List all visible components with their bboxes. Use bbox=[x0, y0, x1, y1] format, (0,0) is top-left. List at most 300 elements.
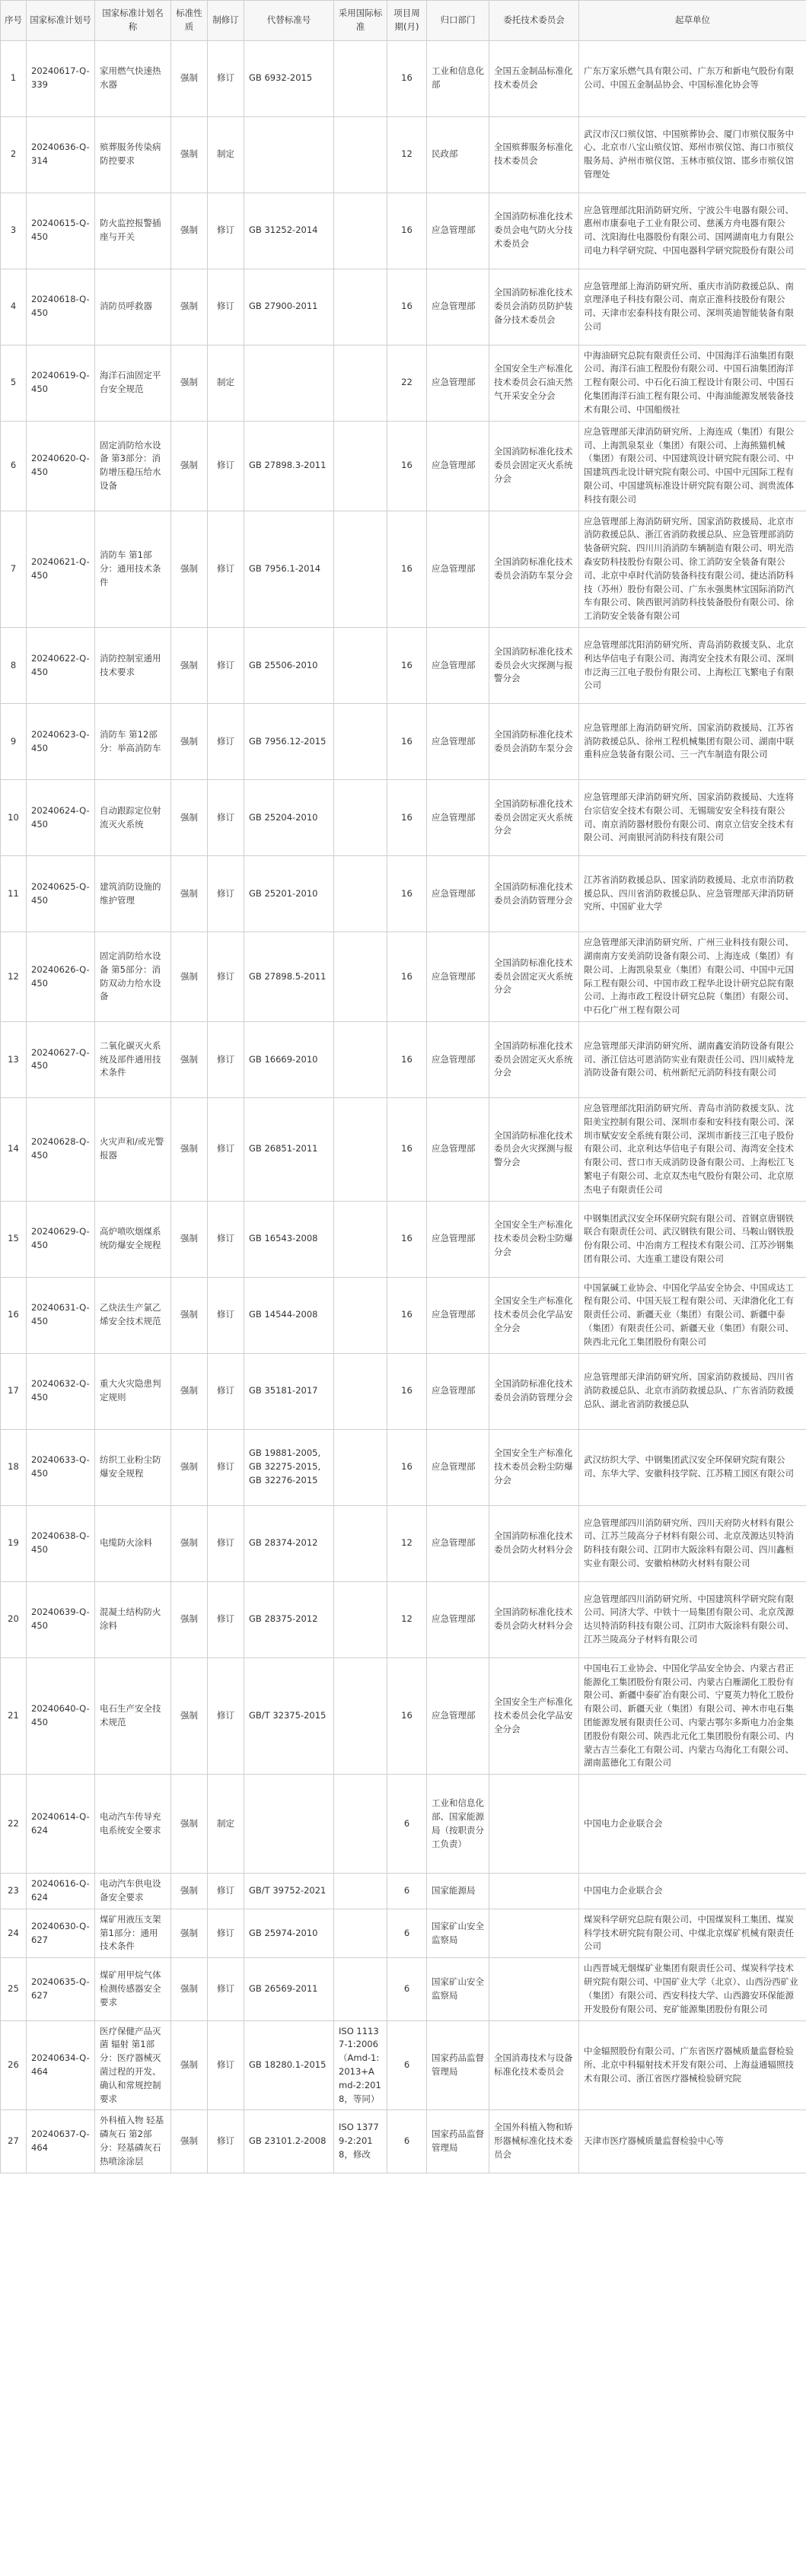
plan-name-cell: 家用燃气快速热水器 bbox=[95, 40, 171, 116]
authority-cell: 应急管理部 bbox=[427, 1505, 489, 1581]
plan-number-cell: 20240616-Q-624 bbox=[27, 1874, 95, 1909]
revision-type-cell: 修订 bbox=[208, 1353, 244, 1429]
intl-standard-cell bbox=[334, 421, 387, 511]
drafters-cell: 煤炭科学研究总院有限公司、中国煤炭科工集团、煤炭科学技术研究院有限公司、中煤北京煤矿机械有限责任公司 bbox=[579, 1909, 806, 1957]
plan-name-cell: 二氧化碳灭火系统及部件通用技术条件 bbox=[95, 1021, 171, 1097]
period-cell: 16 bbox=[387, 1201, 427, 1277]
authority-cell: 应急管理部 bbox=[427, 269, 489, 345]
revision-type-cell: 制定 bbox=[208, 116, 244, 193]
plan-number-cell: 20240619-Q-450 bbox=[27, 345, 95, 421]
replaced-standard-cell: GB 6932-2015 bbox=[244, 40, 334, 116]
nature-cell: 强制 bbox=[171, 40, 208, 116]
committee-cell: 全国安全生产标准化技术委员会化学品安全分会 bbox=[489, 1277, 579, 1353]
drafters-cell: 中金辐照股份有限公司、广东省医疗器械质量监督检验所、北京中科辐射技术开发有限公司、上海益通辐照技术有限公司、浙江省医疗器械检验研究院 bbox=[579, 2020, 806, 2110]
plan-number-cell: 20240637-Q-464 bbox=[27, 2110, 95, 2173]
plan-name-cell: 消防车 第1部分：通用技术条件 bbox=[95, 511, 171, 628]
table-row bbox=[1, 1958, 806, 2020]
replaced-standard-cell: GB 25204-2010 bbox=[244, 780, 334, 856]
intl-standard-cell bbox=[334, 1429, 387, 1505]
replaced-standard-cell: GB 27898.5-2011 bbox=[244, 932, 334, 1022]
seq-cell: 14 bbox=[1, 1097, 27, 1201]
plan-name-cell: 建筑消防设施的维护管理 bbox=[95, 856, 171, 932]
period-cell: 16 bbox=[387, 1277, 427, 1353]
committee-cell: 全国安全生产标准化技术委员会化学品安全分会 bbox=[489, 1657, 579, 1775]
revision-type-cell: 修订 bbox=[208, 2110, 244, 2173]
drafters-cell: 应急管理部上海消防研究所、国家消防救援局、北京市消防救援总队、浙江省消防救援总队、应急管理部消防装备研究院、四川川消消防车辆制造有限公司、明光浩森安防科技股份有限公司、徐工消防安全装备有限公司、北京中卓时代消防装备科技有限公司、捷达消防科技（苏州）股份有限公司、广东永强奥林宝国际消防汽车有限公司、陕西银河消防科技装备股份有限公司、徐工消防安全装备有限公司 bbox=[579, 511, 806, 628]
plan-name-cell: 殡葬服务传染病防控要求 bbox=[95, 116, 171, 193]
replaced-standard-cell: GB 28375-2012 bbox=[244, 1581, 334, 1657]
intl-standard-cell bbox=[334, 1277, 387, 1353]
table-row bbox=[1, 421, 806, 511]
period-cell: 16 bbox=[387, 1657, 427, 1775]
replaced-standard-cell: GB 14544-2008 bbox=[244, 1277, 334, 1353]
drafters-cell: 广东万家乐燃气具有限公司、广东万和新电气股份有限公司、中国五金制品协会、中国标准化协会等 bbox=[579, 40, 806, 116]
intl-standard-cell bbox=[334, 116, 387, 193]
plan-number-cell: 20240635-Q-627 bbox=[27, 1958, 95, 2020]
table-row bbox=[1, 2110, 806, 2173]
nature-cell: 强制 bbox=[171, 421, 208, 511]
drafters-cell: 武汉市汉口殡仪馆、中国殡葬协会、厦门市殡仪服务中心、北京市八宝山殡仪馆、郑州市殡仪馆、海口市殡仪服务局、泸州市殡仪馆、玉林市殡仪馆、邯乡市殡仪馆管理处 bbox=[579, 116, 806, 193]
nature-cell: 强制 bbox=[171, 1775, 208, 1874]
plan-name-cell: 固定消防给水设备 第5部分：消防双动力给水设备 bbox=[95, 932, 171, 1022]
intl-standard-cell bbox=[334, 780, 387, 856]
period-cell: 16 bbox=[387, 269, 427, 345]
period-cell: 16 bbox=[387, 932, 427, 1022]
plan-name-cell: 消防控制室通用技术要求 bbox=[95, 628, 171, 704]
plan-number-cell: 20240617-Q-339 bbox=[27, 40, 95, 116]
seq-cell: 23 bbox=[1, 1874, 27, 1909]
intl-standard-cell bbox=[334, 1958, 387, 2020]
replaced-standard-cell: GB/T 32375-2015 bbox=[244, 1657, 334, 1775]
drafters-cell: 中国电力企业联合会 bbox=[579, 1874, 806, 1909]
period-cell: 16 bbox=[387, 1353, 427, 1429]
revision-type-cell: 修订 bbox=[208, 2020, 244, 2110]
table-row bbox=[1, 269, 806, 345]
seq-cell: 10 bbox=[1, 780, 27, 856]
replaced-standard-cell: GB 25506-2010 bbox=[244, 628, 334, 704]
committee-cell: 全国消防标准化技术委员会消防员防护装备分技术委员会 bbox=[489, 269, 579, 345]
table-row bbox=[1, 780, 806, 856]
intl-standard-cell bbox=[334, 1097, 387, 1201]
committee-cell: 全国安全生产标准化技术委员会石油天然气开采安全分会 bbox=[489, 345, 579, 421]
committee-cell: 全国消防标准化技术委员会固定灭火系统分会 bbox=[489, 932, 579, 1022]
plan-number-cell: 20240638-Q-450 bbox=[27, 1505, 95, 1581]
authority-cell: 应急管理部 bbox=[427, 421, 489, 511]
intl-standard-cell bbox=[334, 932, 387, 1022]
intl-standard-cell bbox=[334, 1775, 387, 1874]
nature-cell: 强制 bbox=[171, 1874, 208, 1909]
revision-type-cell: 修订 bbox=[208, 193, 244, 269]
nature-cell: 强制 bbox=[171, 2110, 208, 2173]
intl-standard-cell bbox=[334, 1909, 387, 1957]
drafters-cell: 应急管理部四川消防研究所、四川天府防火材料有限公司、江苏兰陵高分子材料有限公司、北京茂源达贝特消防科技有限公司、江阴市大阪涂料有限公司、四川鑫桓实业有限公司、安徽柏林防火材料有限公司 bbox=[579, 1505, 806, 1581]
authority-cell: 工业和信息化部、国家能源局（按职责分工负责） bbox=[427, 1775, 489, 1874]
revision-type-cell: 修订 bbox=[208, 1021, 244, 1097]
intl-standard-cell bbox=[334, 1353, 387, 1429]
period-cell: 16 bbox=[387, 511, 427, 628]
column-header: 起草单位 bbox=[579, 1, 806, 41]
period-cell: 16 bbox=[387, 856, 427, 932]
plan-name-cell: 混凝土结构防火涂料 bbox=[95, 1581, 171, 1657]
nature-cell: 强制 bbox=[171, 1657, 208, 1775]
revision-type-cell: 修订 bbox=[208, 932, 244, 1022]
seq-cell: 7 bbox=[1, 511, 27, 628]
period-cell: 6 bbox=[387, 1958, 427, 2020]
replaced-standard-cell: GB 7956.12-2015 bbox=[244, 704, 334, 780]
nature-cell: 强制 bbox=[171, 1958, 208, 2020]
replaced-standard-cell: GB 27900-2011 bbox=[244, 269, 334, 345]
drafters-cell: 天津市医疗器械质量监督检验中心等 bbox=[579, 2110, 806, 2173]
replaced-standard-cell: GB 26569-2011 bbox=[244, 1958, 334, 2020]
plan-number-cell: 20240626-Q-450 bbox=[27, 932, 95, 1022]
replaced-standard-cell: GB 16543-2008 bbox=[244, 1201, 334, 1277]
plan-number-cell: 20240622-Q-450 bbox=[27, 628, 95, 704]
intl-standard-cell bbox=[334, 856, 387, 932]
committee-cell bbox=[489, 1874, 579, 1909]
drafters-cell: 应急管理部天津消防研究所、国家消防救援局、大连将台宗信安全技术有限公司、无锡瑞安安全科技有限公司、南京消防器材股份有限公司、南京立信安全技术有限公司、河南银河消防科技有限公司 bbox=[579, 780, 806, 856]
seq-cell: 4 bbox=[1, 269, 27, 345]
period-cell: 16 bbox=[387, 704, 427, 780]
seq-cell: 22 bbox=[1, 1775, 27, 1874]
plan-number-cell: 20240639-Q-450 bbox=[27, 1581, 95, 1657]
revision-type-cell: 修订 bbox=[208, 1429, 244, 1505]
plan-name-cell: 纺织工业粉尘防爆安全规程 bbox=[95, 1429, 171, 1505]
drafters-cell: 中海油研究总院有限责任公司、中国海洋石油集团有限公司、海洋石油工程股份有限公司、中国石油集团海洋工程有限公司、中石化石油工程设计有限公司、中国石化集团海洋石油工程有限公司、中海油能源发展装备技术有限公司、中国船级社 bbox=[579, 345, 806, 421]
authority-cell: 应急管理部 bbox=[427, 1201, 489, 1277]
committee-cell: 全国消防标准化技术委员会防火材料分会 bbox=[489, 1505, 579, 1581]
intl-standard-cell bbox=[334, 704, 387, 780]
seq-cell: 9 bbox=[1, 704, 27, 780]
nature-cell: 强制 bbox=[171, 2020, 208, 2110]
drafters-cell: 应急管理部天津消防研究所、上海连成（集团）有限公司、上海凯泉泵业（集团）有限公司、上海熊猫机械（集团）有限公司、中国建筑设计研究院有限公司、中国建筑西北设计研究院有限公司、中国中元国际工程有限公司、中国建筑标准设计研究院有限公司、润贵流体科技有限公司 bbox=[579, 421, 806, 511]
intl-standard-cell bbox=[334, 1021, 387, 1097]
revision-type-cell: 修订 bbox=[208, 269, 244, 345]
nature-cell: 强制 bbox=[171, 856, 208, 932]
revision-type-cell: 修订 bbox=[208, 1958, 244, 2020]
seq-cell: 27 bbox=[1, 2110, 27, 2173]
authority-cell: 国家药品监督管理局 bbox=[427, 2020, 489, 2110]
plan-number-cell: 20240630-Q-627 bbox=[27, 1909, 95, 1957]
revision-type-cell: 修订 bbox=[208, 1581, 244, 1657]
drafters-cell: 中国电石工业协会、中国化学品安全协会、内蒙古君正能源化工集团股份有限公司、内蒙古白雁湖化工股份有限公司、新疆中泰矿冶有限公司、宁夏英力特化工股份有限公司、新疆天业（集团）有限公司、神木市电石集团能源发展有限责任公司、内蒙古鄂尔多斯电力冶金集团股份有限公司、陕西北元化工集团股份有限公司、内蒙古吉兰泰化工有限公司、内蒙古乌海化工有限公司、湖南蓝德化工有限公司 bbox=[579, 1657, 806, 1775]
plan-number-cell: 20240621-Q-450 bbox=[27, 511, 95, 628]
authority-cell: 应急管理部 bbox=[427, 1097, 489, 1201]
plan-name-cell: 固定消防给水设备 第3部分：消防增压稳压给水设备 bbox=[95, 421, 171, 511]
table-row bbox=[1, 1201, 806, 1277]
replaced-standard-cell: GB 18280.1-2015 bbox=[244, 2020, 334, 2110]
plan-name-cell: 乙炔法生产氯乙烯安全技术规范 bbox=[95, 1277, 171, 1353]
period-cell: 6 bbox=[387, 2020, 427, 2110]
seq-cell: 13 bbox=[1, 1021, 27, 1097]
period-cell: 16 bbox=[387, 1097, 427, 1201]
revision-type-cell: 修订 bbox=[208, 780, 244, 856]
committee-cell: 全国消防标准化技术委员会消防管理分会 bbox=[489, 856, 579, 932]
seq-cell: 15 bbox=[1, 1201, 27, 1277]
period-cell: 6 bbox=[387, 2110, 427, 2173]
revision-type-cell: 修订 bbox=[208, 1874, 244, 1909]
plan-name-cell: 煤矿用液压支架 第1部分：通用技术条件 bbox=[95, 1909, 171, 1957]
authority-cell: 国家能源局 bbox=[427, 1874, 489, 1909]
authority-cell: 应急管理部 bbox=[427, 1277, 489, 1353]
plan-number-cell: 20240631-Q-450 bbox=[27, 1277, 95, 1353]
replaced-standard-cell: GB 26851-2011 bbox=[244, 1097, 334, 1201]
authority-cell: 应急管理部 bbox=[427, 1581, 489, 1657]
seq-cell: 16 bbox=[1, 1277, 27, 1353]
period-cell: 6 bbox=[387, 1909, 427, 1957]
table-row bbox=[1, 856, 806, 932]
seq-cell: 17 bbox=[1, 1353, 27, 1429]
revision-type-cell: 修订 bbox=[208, 628, 244, 704]
drafters-cell: 武汉纺织大学、中钢集团武汉安全环保研究院有限公司、东华大学、安徽科技学院、江苏精工园区有限公司 bbox=[579, 1429, 806, 1505]
intl-standard-cell bbox=[334, 40, 387, 116]
committee-cell: 全国安全生产标准化技术委员会粉尘防爆分会 bbox=[489, 1201, 579, 1277]
plan-name-cell: 重大火灾隐患判定规则 bbox=[95, 1353, 171, 1429]
seq-cell: 5 bbox=[1, 345, 27, 421]
table-row bbox=[1, 1353, 806, 1429]
nature-cell: 强制 bbox=[171, 269, 208, 345]
period-cell: 16 bbox=[387, 1429, 427, 1505]
authority-cell: 应急管理部 bbox=[427, 932, 489, 1022]
plan-number-cell: 20240614-Q-624 bbox=[27, 1775, 95, 1874]
authority-cell: 民政部 bbox=[427, 116, 489, 193]
header-row bbox=[1, 1, 806, 41]
authority-cell: 国家药品监督管理局 bbox=[427, 2110, 489, 2173]
committee-cell bbox=[489, 1958, 579, 2020]
plan-name-cell: 电缆防火涂料 bbox=[95, 1505, 171, 1581]
nature-cell: 强制 bbox=[171, 704, 208, 780]
revision-type-cell: 修订 bbox=[208, 1505, 244, 1581]
revision-type-cell: 制定 bbox=[208, 345, 244, 421]
period-cell: 16 bbox=[387, 40, 427, 116]
nature-cell: 强制 bbox=[171, 193, 208, 269]
plan-name-cell: 防火监控报警插座与开关 bbox=[95, 193, 171, 269]
seq-cell: 21 bbox=[1, 1657, 27, 1775]
period-cell: 12 bbox=[387, 1505, 427, 1581]
plan-number-cell: 20240615-Q-450 bbox=[27, 193, 95, 269]
replaced-standard-cell bbox=[244, 345, 334, 421]
revision-type-cell: 修订 bbox=[208, 1201, 244, 1277]
committee-cell: 全国消毒技术与设备标准化技术委员会 bbox=[489, 2020, 579, 2110]
authority-cell: 应急管理部 bbox=[427, 1429, 489, 1505]
table-row bbox=[1, 1581, 806, 1657]
committee-cell: 全国消防标准化技术委员会火灾探测与报警分会 bbox=[489, 1097, 579, 1201]
replaced-standard-cell: GB 35181-2017 bbox=[244, 1353, 334, 1429]
drafters-cell: 江苏省消防救援总队、国家消防救援局、北京市消防救援总队、四川省消防救援总队、应急管理部天津消防研究所、中国矿业大学 bbox=[579, 856, 806, 932]
authority-cell: 应急管理部 bbox=[427, 1353, 489, 1429]
nature-cell: 强制 bbox=[171, 1277, 208, 1353]
column-header: 标准性质 bbox=[171, 1, 208, 41]
committee-cell: 全国安全生产标准化技术委员会粉尘防爆分会 bbox=[489, 1429, 579, 1505]
plan-number-cell: 20240632-Q-450 bbox=[27, 1353, 95, 1429]
table-row bbox=[1, 1429, 806, 1505]
plan-number-cell: 20240629-Q-450 bbox=[27, 1201, 95, 1277]
nature-cell: 强制 bbox=[171, 1353, 208, 1429]
drafters-cell: 应急管理部沈阳消防研究所、宁波公牛电器有限公司、惠州市康泰电子工业有限公司、慈溪方舟电器有限公司、沈阳海仕电器股份有限公司、国网湖南电力有限公司电力科学研究院、中国电器科学研究院股份有限公司 bbox=[579, 193, 806, 269]
authority-cell: 应急管理部 bbox=[427, 704, 489, 780]
plan-number-cell: 20240624-Q-450 bbox=[27, 780, 95, 856]
intl-standard-cell bbox=[334, 1874, 387, 1909]
plan-name-cell: 电动汽车供电设备安全要求 bbox=[95, 1874, 171, 1909]
column-header: 国家标准计划名称 bbox=[95, 1, 171, 41]
seq-cell: 11 bbox=[1, 856, 27, 932]
seq-cell: 26 bbox=[1, 2020, 27, 2110]
nature-cell: 强制 bbox=[171, 511, 208, 628]
table-row bbox=[1, 932, 806, 1022]
plan-number-cell: 20240625-Q-450 bbox=[27, 856, 95, 932]
intl-standard-cell bbox=[334, 193, 387, 269]
drafters-cell: 应急管理部上海消防研究所、国家消防救援局、江苏省消防救援总队、徐州工程机械集团有限公司、湖南中联重科应急装备有限公司、三一汽车制造有限公司 bbox=[579, 704, 806, 780]
nature-cell: 强制 bbox=[171, 1909, 208, 1957]
intl-standard-cell bbox=[334, 345, 387, 421]
table-row bbox=[1, 345, 806, 421]
nature-cell: 强制 bbox=[171, 780, 208, 856]
seq-cell: 19 bbox=[1, 1505, 27, 1581]
seq-cell: 6 bbox=[1, 421, 27, 511]
plan-number-cell: 20240620-Q-450 bbox=[27, 421, 95, 511]
committee-cell: 全国消防标准化技术委员会防火材料分会 bbox=[489, 1581, 579, 1657]
drafters-cell: 应急管理部沈阳消防研究所、青岛市消防救援支队、沈阳美宝控制有限公司、深圳市泰和安科技有限公司、深圳市赋安安全系统有限公司、深圳市新技三江电子股份有限公司、北京利达华信电子有限公司、海湾安全技术有限公司、营口市天成消防设备有限公司、上海松江飞繁电子有限公司、北京双杰电气股份有限公司、北京原杰电子有限责任公司 bbox=[579, 1097, 806, 1201]
period-cell: 16 bbox=[387, 628, 427, 704]
plan-name-cell: 电动汽车传导充电系统安全要求 bbox=[95, 1775, 171, 1874]
plan-number-cell: 20240634-Q-464 bbox=[27, 2020, 95, 2110]
authority-cell: 应急管理部 bbox=[427, 856, 489, 932]
drafters-cell: 应急管理部四川消防研究所、中国建筑科学研究院有限公司、同济大学、中铁十一局集团有限公司、北京茂源达贝特消防科技有限公司、江阴市大阪涂料有限公司、江苏兰陵高分子材料有限公司 bbox=[579, 1581, 806, 1657]
authority-cell: 国家矿山安全监察局 bbox=[427, 1909, 489, 1957]
drafters-cell: 应急管理部沈阳消防研究所、青岛消防救援支队、北京利达华信电子有限公司、海湾安全技术有限公司、深圳市泛海三江电子股份有限公司、上海松江飞繁电子有限公司 bbox=[579, 628, 806, 704]
revision-type-cell: 修订 bbox=[208, 511, 244, 628]
column-header: 项目周期(月) bbox=[387, 1, 427, 41]
drafters-cell: 应急管理部天津消防研究所、国家消防救援局、四川省消防救援总队、北京市消防救援总队、广东省消防救援总队、湖北省消防救援总队 bbox=[579, 1353, 806, 1429]
authority-cell: 工业和信息化部 bbox=[427, 40, 489, 116]
replaced-standard-cell bbox=[244, 116, 334, 193]
table-row bbox=[1, 704, 806, 780]
plan-number-cell: 20240633-Q-450 bbox=[27, 1429, 95, 1505]
nature-cell: 强制 bbox=[171, 1097, 208, 1201]
committee-cell: 全国五金制品标准化技术委员会 bbox=[489, 40, 579, 116]
revision-type-cell: 修订 bbox=[208, 1657, 244, 1775]
seq-cell: 18 bbox=[1, 1429, 27, 1505]
plan-name-cell: 消防员呼救器 bbox=[95, 269, 171, 345]
seq-cell: 8 bbox=[1, 628, 27, 704]
column-header: 采用国际标准 bbox=[334, 1, 387, 41]
authority-cell: 国家矿山安全监察局 bbox=[427, 1958, 489, 2020]
revision-type-cell: 修订 bbox=[208, 1277, 244, 1353]
table-row bbox=[1, 116, 806, 193]
table-row bbox=[1, 628, 806, 704]
table-row bbox=[1, 1097, 806, 1201]
replaced-standard-cell: GB 31252-2014 bbox=[244, 193, 334, 269]
column-header: 代替标准号 bbox=[244, 1, 334, 41]
table-row bbox=[1, 1505, 806, 1581]
drafters-cell: 应急管理部天津消防研究所、广州三业科技有限公司、湖南南方安美消防设备有限公司、上海连成（集团）有限公司、上海凯泉泵业（集团）有限公司、中国中元国际工程有限公司、中国市政工程华北设计研究总院有限公司、上海市政工程设计研究总院（集团）有限公司、中石化广州工程有限公司 bbox=[579, 932, 806, 1022]
committee-cell: 全国消防标准化技术委员会消防管理分会 bbox=[489, 1353, 579, 1429]
revision-type-cell: 修订 bbox=[208, 40, 244, 116]
replaced-standard-cell: GB 19881-2005, GB 32275-2015, GB 32276-2015 bbox=[244, 1429, 334, 1505]
drafters-cell: 中钢集团武汉安全环保研究院有限公司、首钢京唐钢铁联合有限责任公司、武汉钢铁有限公司、马鞍山钢铁股份有限公司、中冶南方工程技术有限公司、江苏沙钢集团有限公司、大连重工建设有限公司 bbox=[579, 1201, 806, 1277]
drafters-cell: 中国氯碱工业协会、中国化学品安全协会、中国成达工程有限公司、中国天辰工程有限公司、天津渤化化工有限责任公司、新疆天业（集团）有限公司、新疆中泰（集团）有限责任公司、新疆天业（集团）有限公司、陕西北元化工集团股份有限公司 bbox=[579, 1277, 806, 1353]
plan-number-cell: 20240627-Q-450 bbox=[27, 1021, 95, 1097]
nature-cell: 强制 bbox=[171, 345, 208, 421]
replaced-standard-cell: GB 25974-2010 bbox=[244, 1909, 334, 1957]
authority-cell: 应急管理部 bbox=[427, 345, 489, 421]
plan-name-cell: 煤矿用甲烷气体检测传感器安全要求 bbox=[95, 1958, 171, 2020]
plan-number-cell: 20240636-Q-314 bbox=[27, 116, 95, 193]
table-row bbox=[1, 40, 806, 116]
committee-cell: 全国消防标准化技术委员会固定灭火系统分会 bbox=[489, 1021, 579, 1097]
intl-standard-cell: ISO 13779-2:2018，修改 bbox=[334, 2110, 387, 2173]
plan-number-cell: 20240640-Q-450 bbox=[27, 1657, 95, 1775]
column-header: 序号 bbox=[1, 1, 27, 41]
period-cell: 16 bbox=[387, 780, 427, 856]
revision-type-cell: 制定 bbox=[208, 1775, 244, 1874]
period-cell: 6 bbox=[387, 1874, 427, 1909]
authority-cell: 应急管理部 bbox=[427, 1021, 489, 1097]
intl-standard-cell bbox=[334, 1505, 387, 1581]
committee-cell: 全国外科植入物和矫形器械标准化技术委员会 bbox=[489, 2110, 579, 2173]
period-cell: 16 bbox=[387, 1021, 427, 1097]
committee-cell: 全国消防标准化技术委员会固定灭火系统分会 bbox=[489, 780, 579, 856]
table-body bbox=[1, 40, 806, 2173]
table-row bbox=[1, 1021, 806, 1097]
period-cell: 16 bbox=[387, 193, 427, 269]
committee-cell bbox=[489, 1909, 579, 1957]
seq-cell: 3 bbox=[1, 193, 27, 269]
authority-cell: 应急管理部 bbox=[427, 628, 489, 704]
committee-cell: 全国消防标准化技术委员会电气防火分技术委员会 bbox=[489, 193, 579, 269]
authority-cell: 应急管理部 bbox=[427, 780, 489, 856]
authority-cell: 应急管理部 bbox=[427, 511, 489, 628]
plan-name-cell: 火灾声和/或光警报器 bbox=[95, 1097, 171, 1201]
revision-type-cell: 修订 bbox=[208, 1097, 244, 1201]
intl-standard-cell bbox=[334, 269, 387, 345]
table-row bbox=[1, 1874, 806, 1909]
plan-name-cell: 医疗保健产品灭菌 辐射 第1部分：医疗器械灭菌过程的开发、确认和常规控制要求 bbox=[95, 2020, 171, 2110]
period-cell: 22 bbox=[387, 345, 427, 421]
nature-cell: 强制 bbox=[171, 1201, 208, 1277]
committee-cell: 全国殡葬服务标准化技术委员会 bbox=[489, 116, 579, 193]
replaced-standard-cell: GB 27898.3-2011 bbox=[244, 421, 334, 511]
table-row bbox=[1, 2020, 806, 2110]
plan-number-cell: 20240618-Q-450 bbox=[27, 269, 95, 345]
drafters-cell: 山西晋城无烟煤矿业集团有限责任公司、煤炭科学技术研究院有限公司、中国矿业大学（北京）、山西汾西矿业（集团）有限公司、西安科技大学、山西潞安环保能源开发股份有限公司、兖矿能源集团股份有限公司 bbox=[579, 1958, 806, 2020]
plan-number-cell: 20240628-Q-450 bbox=[27, 1097, 95, 1201]
replaced-standard-cell: GB 16669-2010 bbox=[244, 1021, 334, 1097]
intl-standard-cell bbox=[334, 511, 387, 628]
nature-cell: 强制 bbox=[171, 932, 208, 1022]
table-row bbox=[1, 193, 806, 269]
replaced-standard-cell bbox=[244, 1775, 334, 1874]
column-header: 委托技术委员会 bbox=[489, 1, 579, 41]
replaced-standard-cell: GB 7956.1-2014 bbox=[244, 511, 334, 628]
authority-cell: 应急管理部 bbox=[427, 193, 489, 269]
revision-type-cell: 修订 bbox=[208, 1909, 244, 1957]
table-row bbox=[1, 1775, 806, 1874]
seq-cell: 2 bbox=[1, 116, 27, 193]
revision-type-cell: 修订 bbox=[208, 704, 244, 780]
committee-cell: 全国消防标准化技术委员会固定灭火系统分会 bbox=[489, 421, 579, 511]
plan-name-cell: 海洋石油固定平台安全规范 bbox=[95, 345, 171, 421]
replaced-standard-cell: GB 25201-2010 bbox=[244, 856, 334, 932]
replaced-standard-cell: GB 23101.2-2008 bbox=[244, 2110, 334, 2173]
period-cell: 12 bbox=[387, 116, 427, 193]
period-cell: 12 bbox=[387, 1581, 427, 1657]
column-header: 归口部门 bbox=[427, 1, 489, 41]
committee-cell bbox=[489, 1775, 579, 1874]
nature-cell: 强制 bbox=[171, 1581, 208, 1657]
drafters-cell: 中国电力企业联合会 bbox=[579, 1775, 806, 1874]
plan-name-cell: 自动跟踪定位射流灭火系统 bbox=[95, 780, 171, 856]
intl-standard-cell bbox=[334, 1657, 387, 1775]
